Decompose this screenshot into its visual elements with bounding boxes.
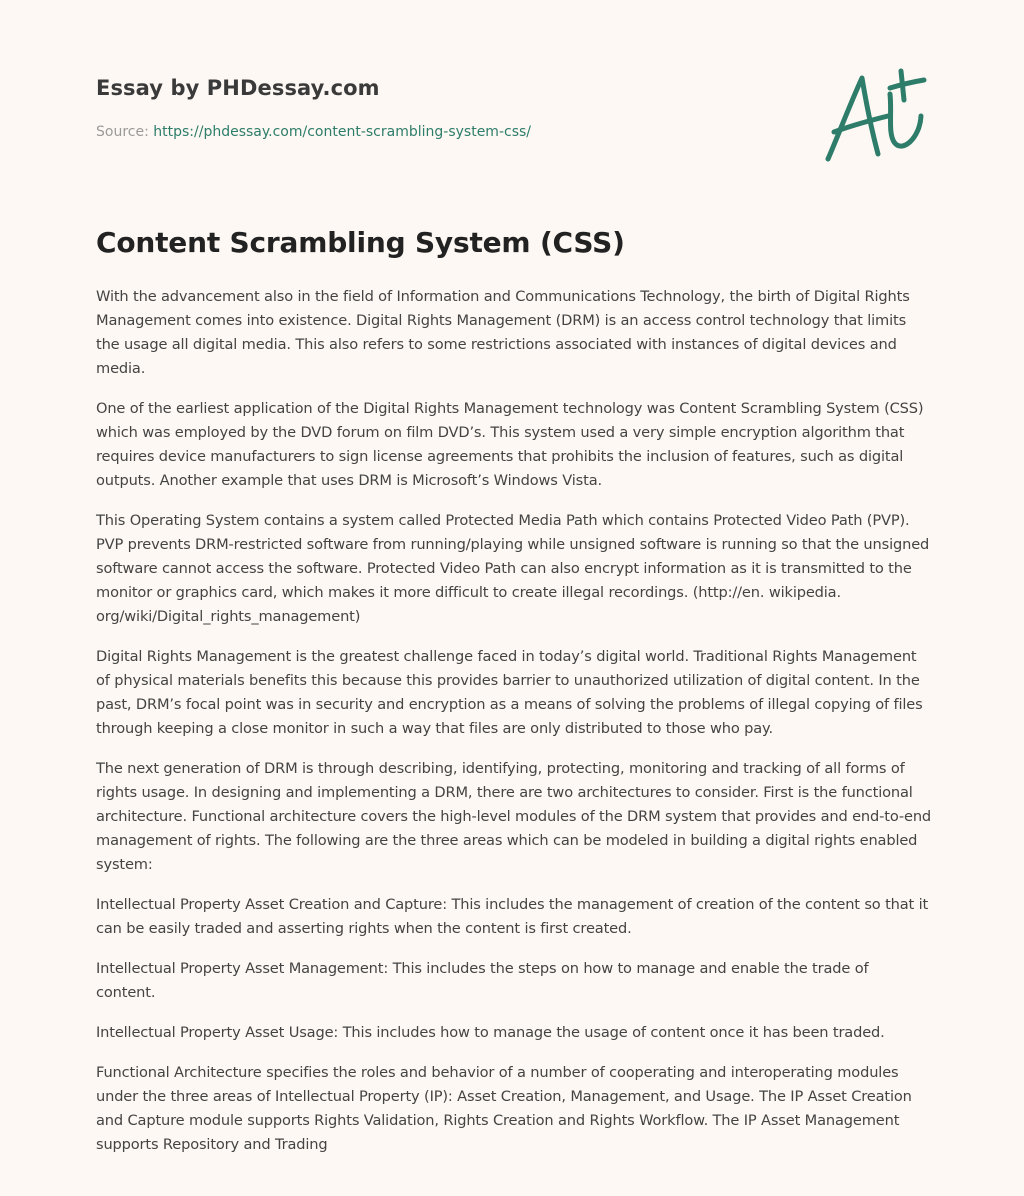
essay-paragraph: With the advancement also in the field of Information and Communications Technology, the birth of Digital Rights Management comes into existence. Digital Rights Management (DRM) is an access control technology that limits the usage all digital media. This also refers to some restrictions associated with instances of digital devices and media. xyxy=(96,288,910,377)
essay-paragraph: One of the earliest application of the Digital Rights Management technology was Content Scrambling System (CSS) which was employed by the DVD forum on film DVD’s. This system used a very simple encryption algorithm that requires device manufacturers to sign license agreements that prohibits the inclusion of features, such as digital outputs. Another example that uses DRM is Microsoft’s Windows Vista. xyxy=(96,400,924,489)
essay-title: Content Scrambling System (CSS) xyxy=(96,226,625,259)
essay-paragraph: Digital Rights Management is the greatest challenge faced in today’s digital world. Traditional Rights Management of physical materials benefits this because this provides barrier to unauthorized utilization of digital content. In the past, DRM’s focal point was in security and encryption as a means of solving the problems of illegal copying of files through keeping a close monitor in such a way that files are only distributed to those who pay. xyxy=(96,648,923,737)
essay-body xyxy=(96,285,932,1173)
essay-paragraph: This Operating System contains a system called Protected Media Path which contains Protected Video Path (PVP). PVP prevents DRM-restricted software from running/playing while unsigned software is running so that the unsigned software cannot access the software. Protected Video Path can also encrypt information as it is transmitted to the monitor or graphics card, which makes it more difficult to create illegal recordings. (http://en. wikipedia. org/wiki/Digital_rights_management) xyxy=(96,512,930,625)
essay-paragraph: The next generation of DRM is through describing, identifying, protecting, monitoring and tracking of all forms of rights usage. In designing and implementing a DRM, there are two architectures to consider. First is the functional architecture. Functional architecture covers the high-level modules of the DRM system that provides and end-to-end management of rights. The following are the three areas which can be modeled in building a digital rights enabled system: xyxy=(96,760,932,873)
site-title: Essay by PHDessay.com xyxy=(96,76,380,100)
source-link[interactable]: https://phdessay.com/content-scrambling-system-css/ xyxy=(153,124,531,140)
essay-paragraph: Functional Architecture specifies the roles and behavior of a number of cooperating and interoperating modules under the three areas of Intellectual Property (IP): Asset Creation, Management, and Usage. The IP Asset Creation and Capture module supports Rights Validation, Rights Creation and Rights Workflow. The IP Asset Management supports Repository and Trading xyxy=(96,1064,912,1153)
essay-paragraph: Intellectual Property Asset Usage: This includes how to manage the usage of content once it has been traded. xyxy=(96,1024,885,1041)
source-label: Source: xyxy=(96,124,149,140)
essay-paragraph: Intellectual Property Asset Management: This includes the steps on how to manage and enable the trade of content. xyxy=(96,960,869,1001)
source-line xyxy=(96,124,531,140)
essay-paragraph: Intellectual Property Asset Creation and Capture: This includes the management of creation of the content so that it can be easily traded and asserting rights when the content is first created. xyxy=(96,896,929,937)
a-plus-logo-icon xyxy=(820,66,930,166)
